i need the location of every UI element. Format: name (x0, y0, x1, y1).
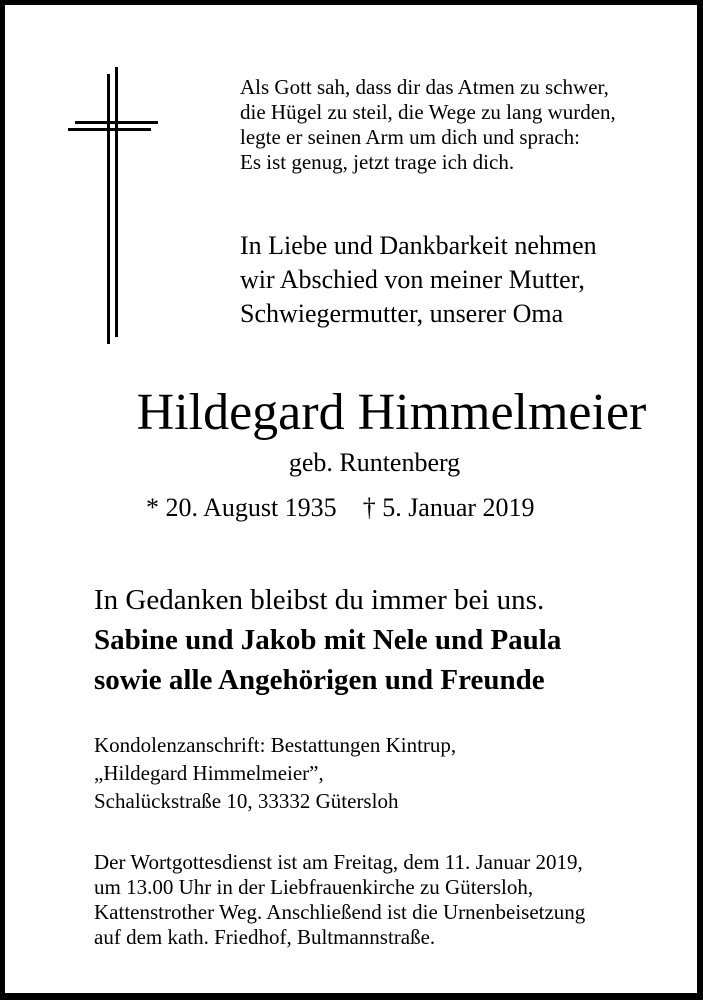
deceased-name: Hildegard Himmelmeier (136, 384, 647, 441)
life-dates (146, 491, 535, 525)
mourner-line: Sabine und Jakob mit Nele und Paula (94, 624, 562, 656)
service-line: auf dem kath. Friedhof, Bultmannstraße. (94, 925, 436, 949)
closing-thought: In Gedanken bleibst du immer bei uns. (94, 584, 545, 616)
intro-line: wir Abschied von meiner Mutter, (240, 265, 585, 294)
intro-line: In Liebe und Dankbarkeit nehmen (240, 231, 597, 260)
poem-line: legte er seinen Arm um dich und sprach: (240, 125, 580, 149)
service-info (94, 850, 585, 950)
mourners-list (94, 620, 561, 700)
intro-line: Schwiegermutter, unserer Oma (240, 299, 564, 328)
maiden-name: geb. Runtenberg (288, 448, 461, 477)
address-line: „Hildegard Himmelmeier”, (94, 761, 324, 785)
address-line: Schalückstraße 10, 33332 Gütersloh (94, 789, 399, 813)
poem-line: die Hügel zu steil, die Wege zu lang wurden, (240, 100, 616, 124)
poem-verse (240, 75, 616, 175)
service-line: Der Wortgottesdienst ist am Freitag, dem 11. Januar 2019, (94, 850, 583, 874)
poem-line: Als Gott sah, dass dir das Atmen zu schwer, (240, 75, 609, 99)
condolence-address (94, 731, 456, 815)
farewell-intro (240, 229, 597, 331)
death-date: † 5. Januar 2019 (362, 493, 535, 522)
service-line: um 13.00 Uhr in der Liebfrauenkirche zu Gütersloh, (94, 875, 534, 899)
poem-line: Es ist genug, jetzt trage ich dich. (240, 150, 515, 174)
address-line: Kondolenzanschrift: Bestattungen Kintrup, (94, 733, 457, 757)
service-line: Kattenstrother Weg. Anschließend ist die Urnenbeisetzung (94, 900, 586, 924)
cross-icon (0, 0, 703, 400)
birth-date: * 20. August 1935 (146, 493, 337, 522)
mourner-line: sowie alle Angehörigen und Freunde (94, 664, 545, 696)
